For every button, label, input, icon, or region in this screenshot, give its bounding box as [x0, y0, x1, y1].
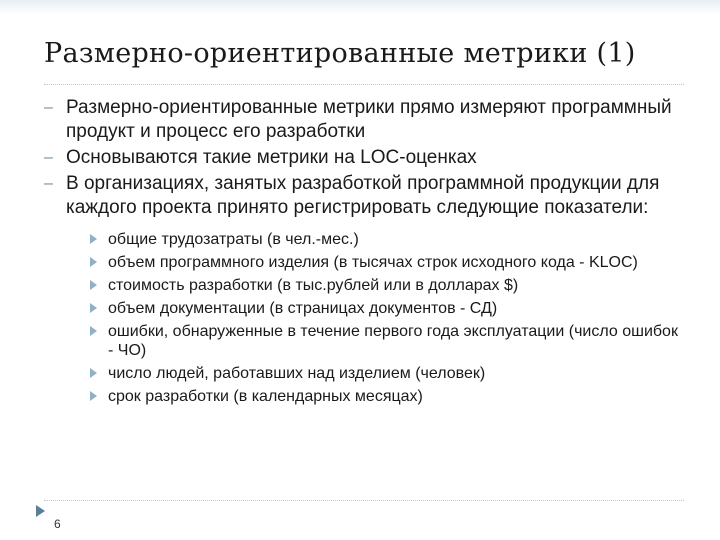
- title-divider: [44, 84, 684, 85]
- bullet-list: [44, 96, 684, 410]
- bullet-item: [44, 96, 684, 144]
- subbullet-item: [88, 230, 684, 249]
- subbullet-text: число людей, работавших над изделием (человек): [108, 365, 486, 382]
- bullet-text: Размерно-ориентированные метрики прямо измеряют программный продукт и процесс его разработки: [66, 97, 672, 142]
- dash-marker: –: [44, 99, 53, 116]
- footer-divider: [44, 500, 684, 501]
- subbullet-list: [88, 230, 684, 406]
- arrow-marker-icon: [90, 368, 97, 378]
- arrow-marker-icon: [90, 257, 97, 267]
- arrow-marker-icon: [90, 280, 97, 290]
- bullet-text: В организациях, занятых разработкой программной продукции для каждого проекта принято регистрировать следующие показатели:: [66, 173, 660, 218]
- subbullet-text: общие трудозатраты (в чел.-мес.): [108, 231, 359, 248]
- bullet-item: [44, 172, 684, 406]
- subbullet-item: [88, 299, 684, 318]
- arrow-marker-icon: [90, 303, 97, 313]
- page-number: 6: [54, 517, 61, 531]
- subbullet-text: срок разработки (в календарных месяцах): [108, 388, 423, 405]
- subbullet-item: [88, 276, 684, 295]
- subbullet-text: объем документации (в страницах документов - СД): [108, 300, 498, 317]
- subbullet-item: [88, 322, 684, 360]
- dash-marker: –: [44, 175, 53, 192]
- subbullet-text: ошибки, обнаруженные в течение первого года эксплуатации (число ошибок - ЧО): [108, 323, 678, 359]
- subbullet-item: [88, 253, 684, 272]
- bullet-item: [44, 146, 684, 170]
- subbullet-item: [88, 364, 684, 383]
- dash-marker: –: [44, 149, 53, 166]
- slide-title: Размерно-ориентированные метрики (1): [44, 38, 636, 69]
- arrow-marker-icon: [90, 326, 97, 336]
- subbullet-text: объем программного изделия (в тысячах строк исходного кода - KLOC): [108, 254, 638, 271]
- top-shadow: [0, 0, 720, 14]
- subbullet-item: [88, 387, 684, 406]
- subbullet-text: стоимость разработки (в тыс.рублей или в долларах $): [108, 277, 519, 294]
- arrow-marker-icon: [90, 234, 97, 244]
- footer-triangle-icon: [36, 505, 45, 517]
- bullet-text: Основываются такие метрики на LOC-оценках: [66, 147, 477, 168]
- arrow-marker-icon: [90, 391, 97, 401]
